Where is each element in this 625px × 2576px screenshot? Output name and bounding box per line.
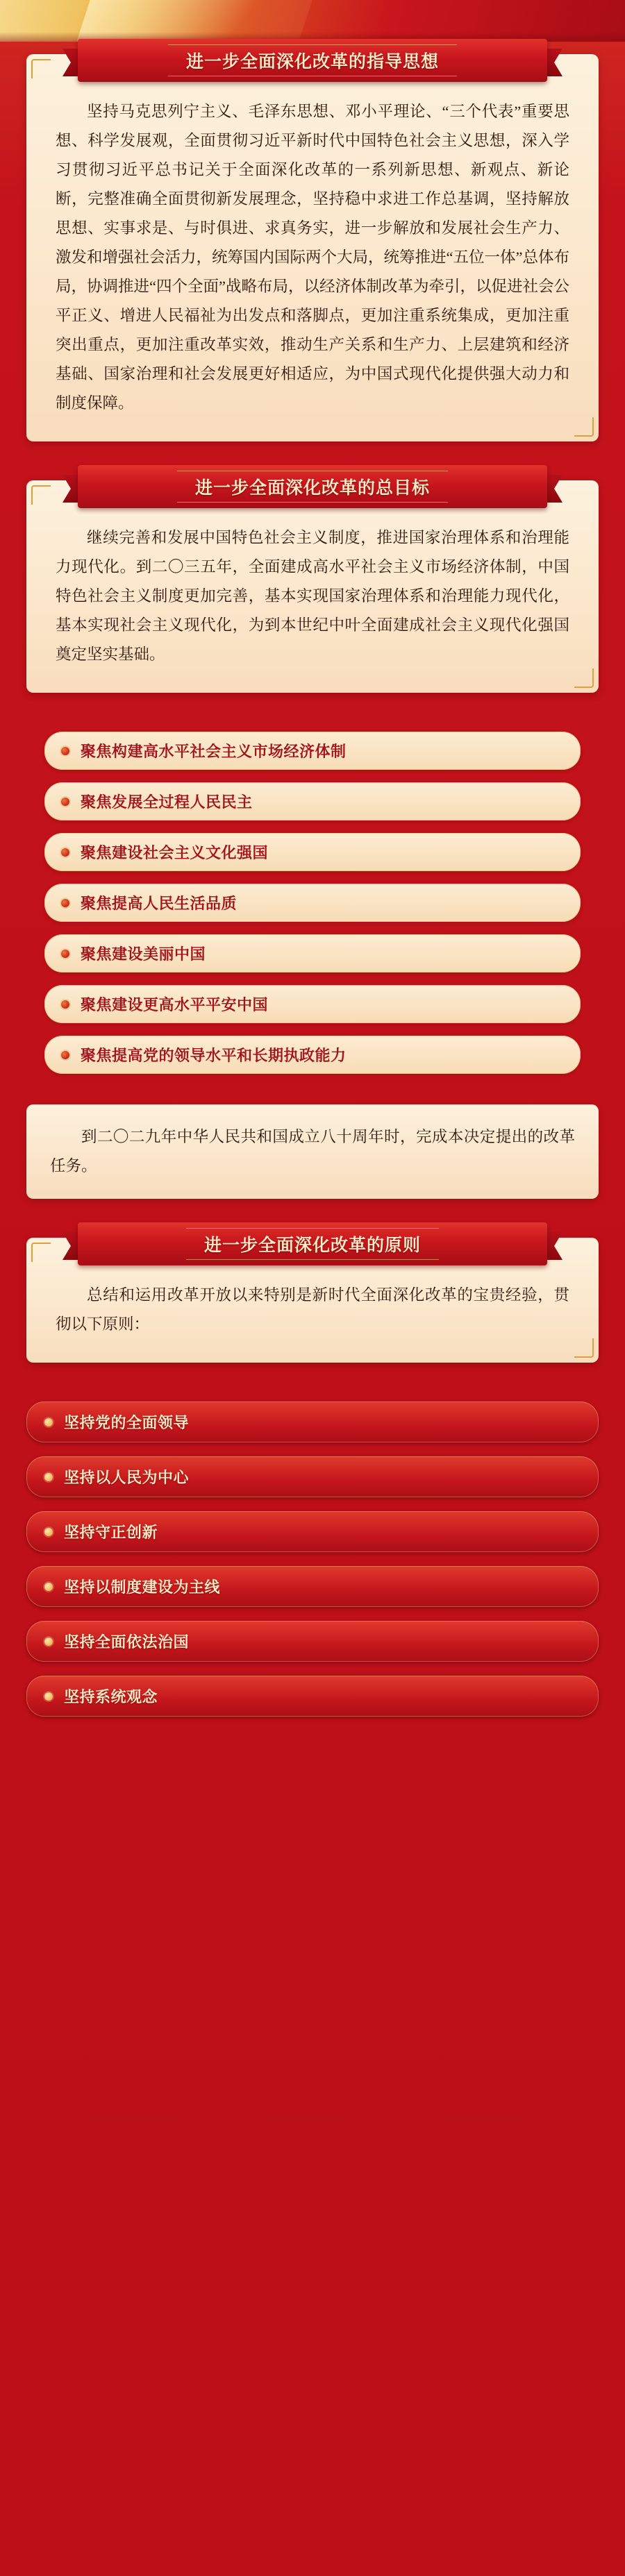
section-overall-goal xyxy=(26,480,599,693)
list-item-label: 聚焦发展全过程人民民主 xyxy=(81,793,253,811)
corner-ornament-icon xyxy=(31,59,51,78)
list-item-label: 聚焦建设社会主义文化强国 xyxy=(81,844,269,861)
list-item-label: 聚焦提高党的领导水平和长期执政能力 xyxy=(81,1047,347,1064)
section-title-principles: 进一步全面深化改革的原则 xyxy=(203,1236,421,1255)
section-title-ribbon xyxy=(62,1222,562,1265)
list-item-label: 坚持以制度建设为主线 xyxy=(64,1579,221,1596)
list-item[interactable] xyxy=(26,1566,599,1607)
list-item-label: 坚持党的全面领导 xyxy=(64,1414,190,1431)
principle-list xyxy=(26,1401,599,1717)
list-item[interactable] xyxy=(44,934,581,973)
ribbon-body xyxy=(78,39,547,82)
list-item[interactable] xyxy=(26,1621,599,1662)
bullet-dot-icon xyxy=(44,1692,53,1701)
list-item[interactable] xyxy=(44,732,581,770)
bullet-dot-icon xyxy=(44,1528,53,1536)
ribbon-inner-frame xyxy=(186,1228,439,1260)
ribbon-inner-frame xyxy=(168,44,457,76)
paragraph-principles-intro: 总结和运用改革开放以来特别是新时代全面深化改革的宝贵经验，贯彻以下原则： xyxy=(56,1286,569,1333)
list-item[interactable] xyxy=(44,782,581,820)
list-item-label: 聚焦建设美丽中国 xyxy=(81,945,206,963)
bullet-dot-icon xyxy=(61,1051,69,1059)
list-item-label: 坚持以人民为中心 xyxy=(64,1469,190,1486)
paragraph-guiding-thought: 坚持马克思列宁主义、毛泽东思想、邓小平理论、“三个代表”重要思想、科学发展观，全面贯彻习近平新时代中国特色社会主义思想，深入学习贯彻习近平总书记关于全面深化改革的一系列新思想、新观点、新论断，完整准确全面贯彻新发展理念，坚持稳中求进工作总基调，坚持解放思想、实事求是、与时俱进、求真务实，进一步解放和发展社会生产力、激发和增强社会活力，统筹国内国际两个大局，统筹推进“五位一体”总体布局，协调推进“四个全面”战略布局，以经济体制改革为牵引，以促进社会公平正义、增进人民福祉为出发点和落脚点，更加注重系统集成，更加注重突出重点，更加注重改革实效，推动生产关系和生产力、上层建筑和经济基础、国家治理和社会发展更好相适应，为中国式现代化提供强大动力和制度保障。 xyxy=(56,103,569,412)
section-title-overall-goal: 进一步全面深化改革的总目标 xyxy=(194,479,430,498)
bullet-dot-icon xyxy=(44,1583,53,1591)
focus-list xyxy=(26,732,599,1074)
bullet-dot-icon xyxy=(61,899,69,907)
ribbon-body xyxy=(78,465,547,508)
ribbon-inner-frame xyxy=(177,471,448,503)
list-item-label: 聚焦构建高水平社会主义市场经济体制 xyxy=(81,743,347,760)
list-item-label: 坚持系统观念 xyxy=(64,1688,158,1706)
deadline-note-block xyxy=(26,1104,599,1199)
bullet-dot-icon xyxy=(61,1000,69,1009)
bullet-dot-icon xyxy=(44,1473,53,1481)
bullet-dot-icon xyxy=(61,798,69,806)
corner-ornament-icon xyxy=(574,668,594,688)
list-item-label: 坚持守正创新 xyxy=(64,1524,158,1541)
list-item[interactable] xyxy=(44,1036,581,1074)
list-item-label: 坚持全面依法治国 xyxy=(64,1633,190,1651)
corner-ornament-icon xyxy=(31,1243,51,1262)
bullet-dot-icon xyxy=(44,1638,53,1646)
section-title-ribbon xyxy=(62,39,562,82)
list-item-label: 聚焦提高人民生活品质 xyxy=(81,895,238,912)
bullet-dot-icon xyxy=(61,747,69,755)
list-item[interactable] xyxy=(26,1456,599,1497)
list-item[interactable] xyxy=(44,985,581,1023)
list-item[interactable] xyxy=(26,1676,599,1717)
section-guiding-thought xyxy=(26,54,599,441)
section-title-ribbon xyxy=(62,465,562,508)
list-item[interactable] xyxy=(26,1511,599,1552)
corner-ornament-icon xyxy=(574,417,594,437)
bullet-dot-icon xyxy=(61,848,69,857)
section-title-guiding-thought: 进一步全面深化改革的指导思想 xyxy=(185,53,439,71)
list-item-label: 聚焦建设更高水平平安中国 xyxy=(81,996,269,1013)
corner-ornament-icon xyxy=(574,1338,594,1358)
bullet-dot-icon xyxy=(44,1418,53,1426)
paragraph-overall-goal: 继续完善和发展中国特色社会主义制度，推进国家治理体系和治理能力现代化。到二〇三五年，全面建成高水平社会主义市场经济体制，中国特色社会主义制度更加完善，基本实现国家治理体系和治理能力现代化，基本实现社会主义现代化，为到本世纪中叶全面建成社会主义现代化强国奠定坚实基础。 xyxy=(56,529,569,663)
deadline-note-text: 到二〇二九年中华人民共和国成立八十周年时，完成本决定提出的改革任务。 xyxy=(50,1128,575,1175)
list-item[interactable] xyxy=(44,884,581,922)
section-principles xyxy=(26,1238,599,1363)
ribbon-body xyxy=(78,1222,547,1265)
list-item[interactable] xyxy=(26,1401,599,1442)
list-item[interactable] xyxy=(44,833,581,871)
corner-ornament-icon xyxy=(31,485,51,505)
bullet-dot-icon xyxy=(61,950,69,958)
